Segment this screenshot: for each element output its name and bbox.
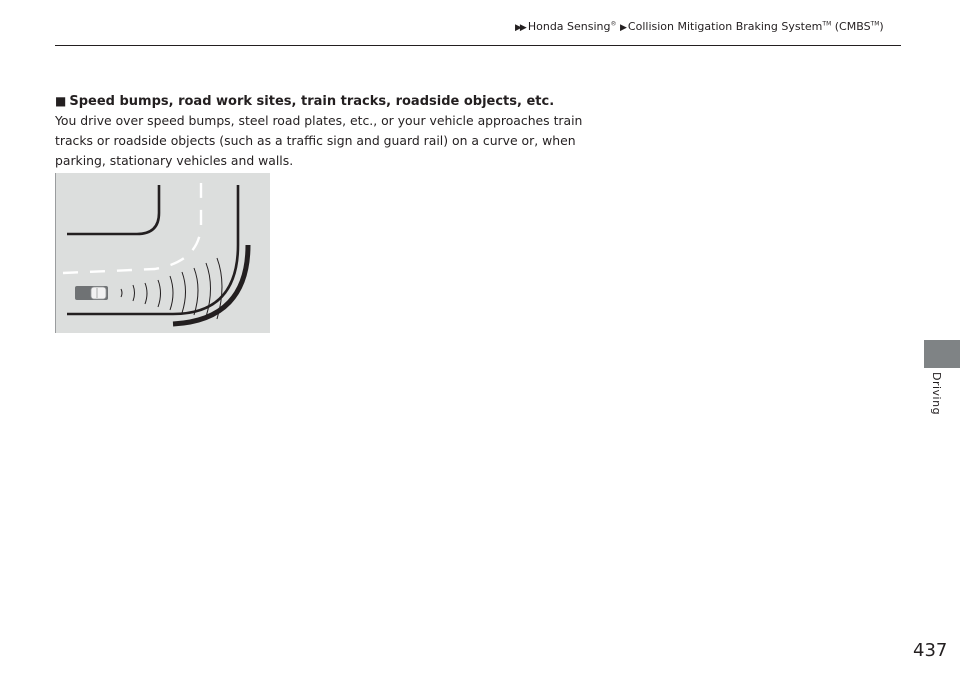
breadcrumb-arrow-icon: ▶▶ <box>515 23 525 33</box>
curve-illustration <box>55 173 270 333</box>
page-number: 437 <box>913 640 948 661</box>
breadcrumb-close-paren: ) <box>879 20 884 33</box>
header-rule <box>55 45 901 46</box>
square-bullet-icon: ■ <box>55 94 67 108</box>
body-line-1: You drive over speed bumps, steel road plates, etc., or your vehicle approaches train <box>55 113 583 128</box>
body-line-2: tracks or roadside objects (such as a traffic sign and guard rail) on a curve or, when <box>55 133 576 148</box>
breadcrumb-item-honda-sensing: Honda Sensing <box>527 20 611 33</box>
section-body <box>55 111 595 171</box>
section-tab <box>924 340 960 368</box>
breadcrumb-item-cmbs: Collision Mitigation Braking System <box>627 20 823 33</box>
vehicle-icon <box>75 286 108 300</box>
breadcrumb-cmbs-abbrev: (CMBS <box>831 20 871 33</box>
breadcrumb <box>515 20 884 33</box>
registered-mark: ® <box>610 20 617 28</box>
section-tab-label: Driving <box>930 372 943 416</box>
trademark-mark: TM <box>822 20 832 28</box>
breadcrumb-arrow-icon: ▶ <box>620 23 625 33</box>
body-line-3: parking, stationary vehicles and walls. <box>55 153 294 168</box>
section-heading-text: Speed bumps, road work sites, train tracks, roadside objects, etc. <box>69 94 555 109</box>
trademark-mark-2: TM <box>870 20 880 28</box>
section-heading <box>55 94 554 109</box>
